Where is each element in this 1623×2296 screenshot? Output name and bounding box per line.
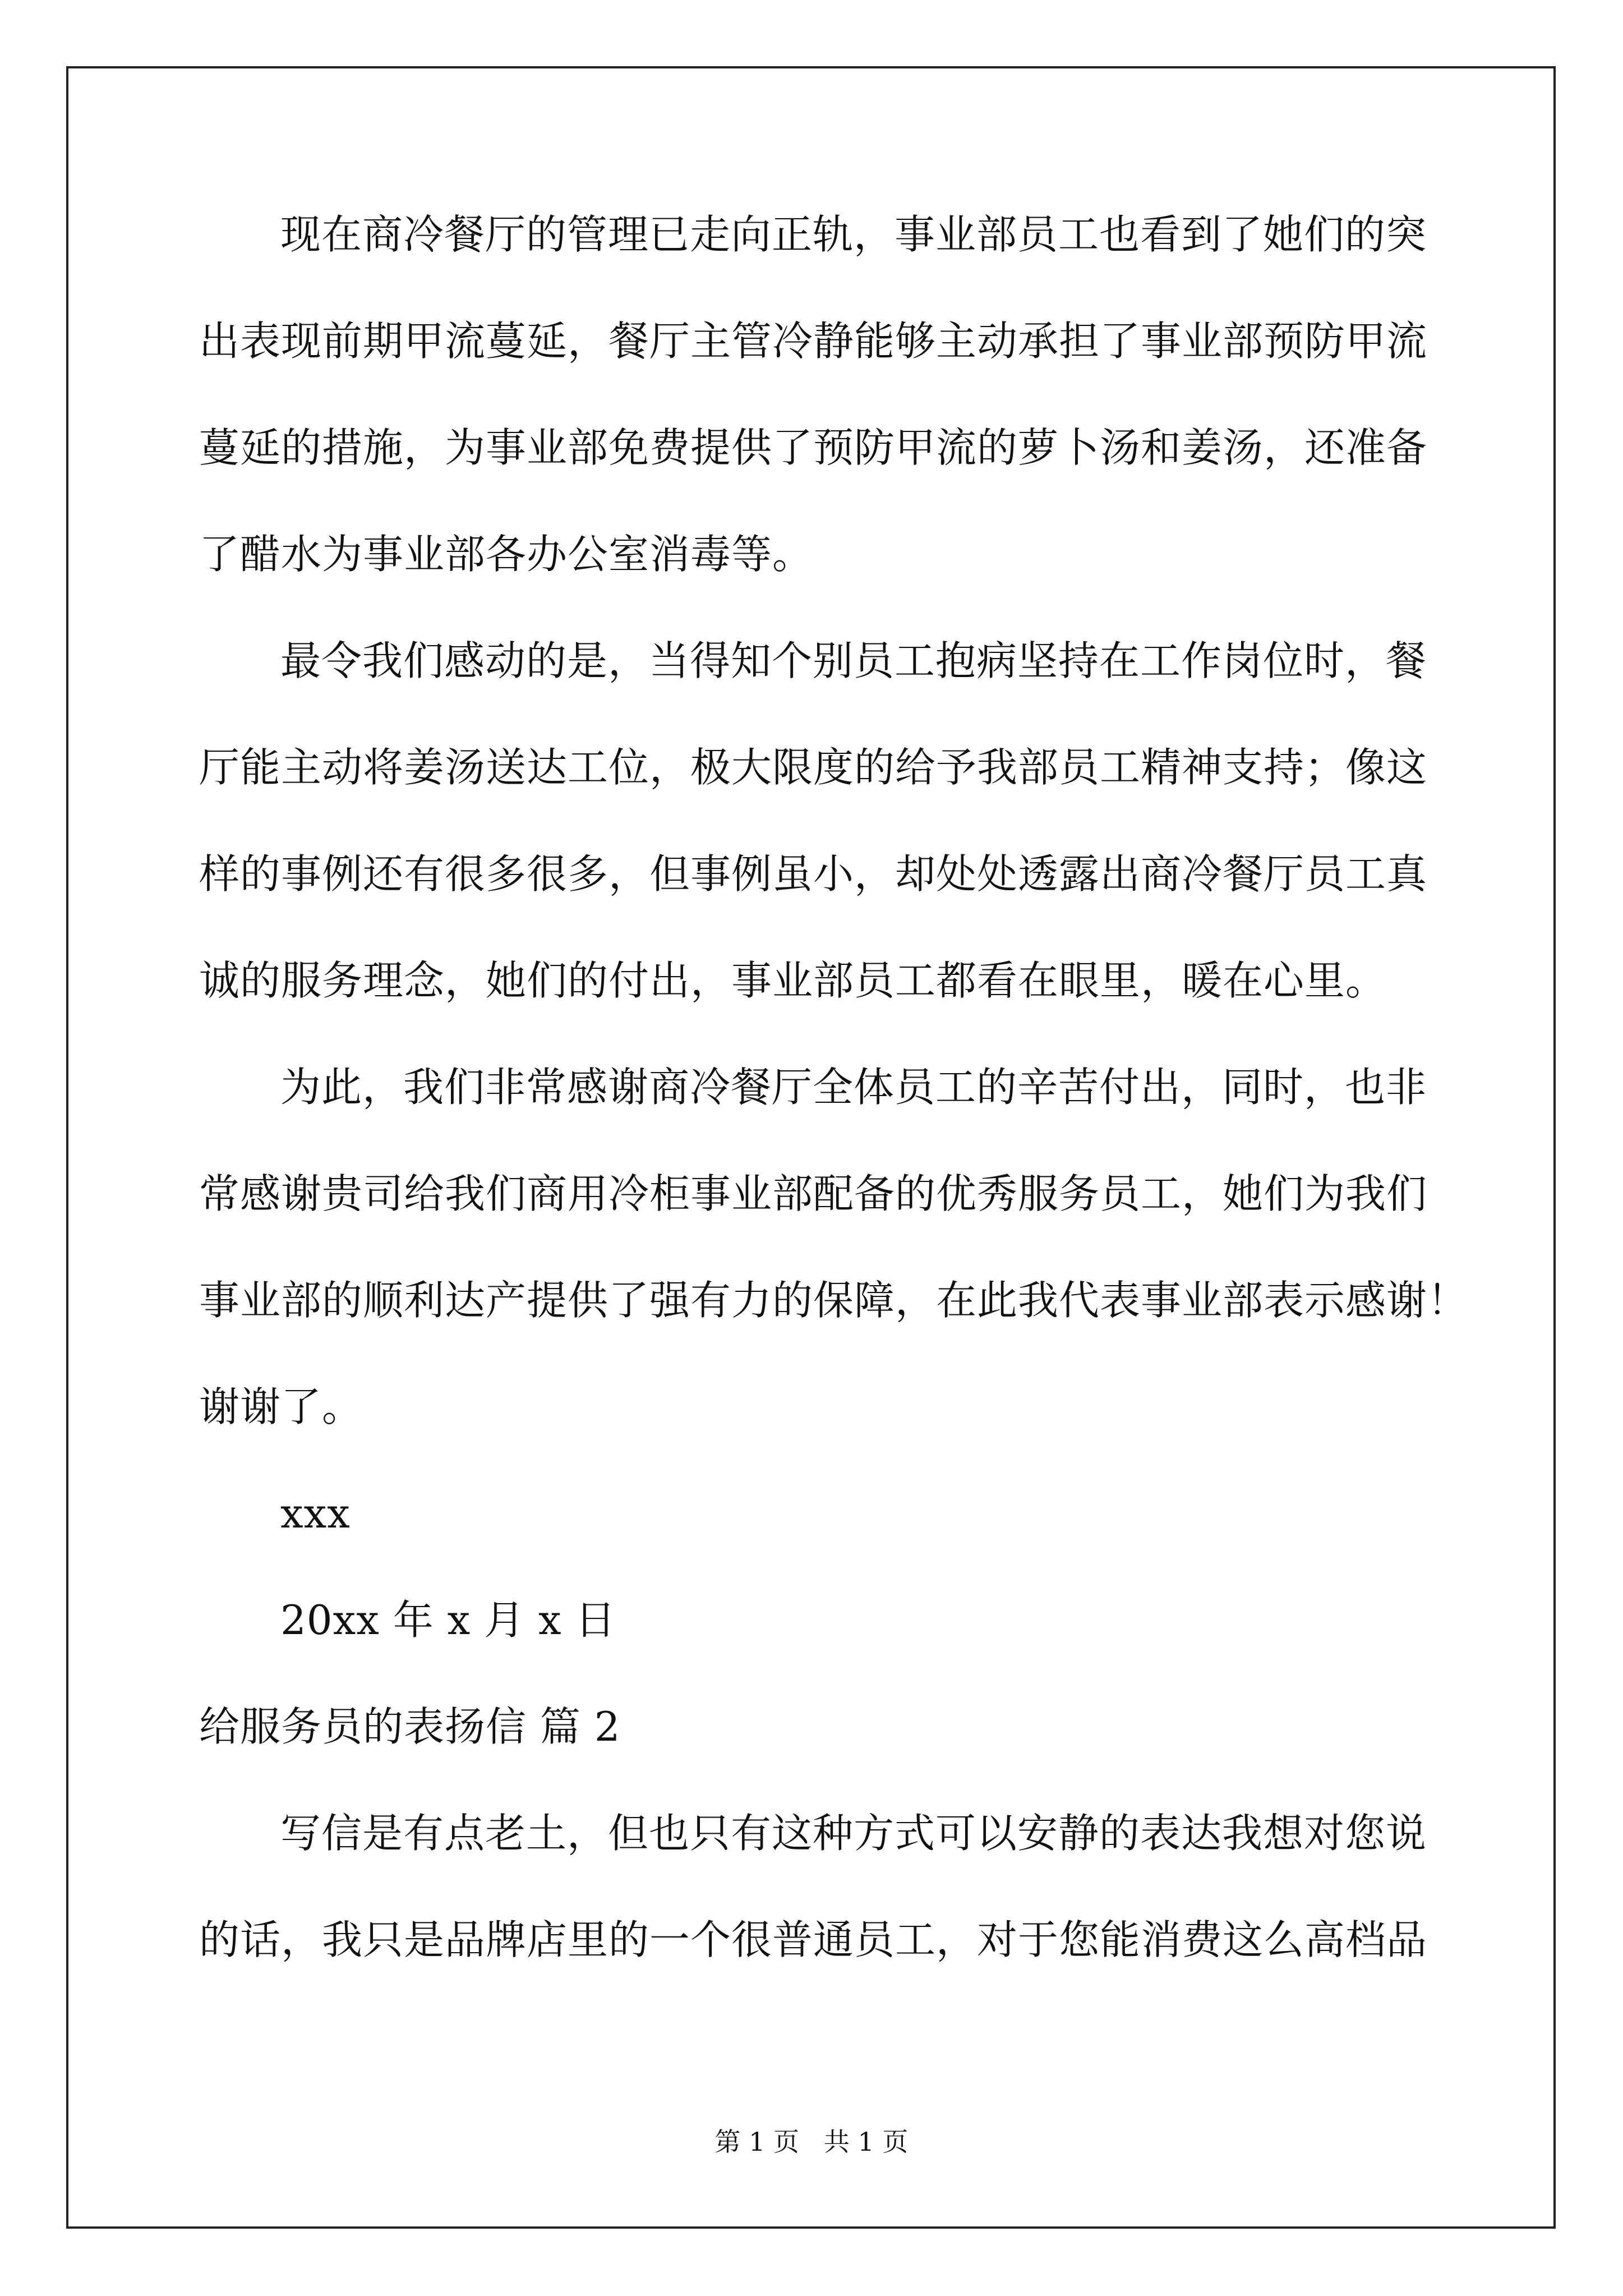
paragraph-3: [199, 1064, 1469, 1493]
text-line: 蔓延的措施，为事业部免费提供了预防甲流的萝卜汤和姜汤，还准备: [199, 424, 1428, 471]
paragraph-4: [199, 1810, 1433, 2026]
section-title: 给服务员的表扬信 篇 2: [199, 1703, 621, 1750]
signature: xxx: [280, 1490, 351, 1537]
page-footer: 第 1 页 共 1 页: [714, 2127, 909, 2157]
text-line: 的话，我只是品牌店里的一个很普通员工，对于您能消费这么高档品: [199, 1916, 1428, 1963]
paragraph-1: [199, 211, 1433, 641]
text-line: 写信是有点老土，但也只有这种方式可以安静的表达我想对您说: [280, 1810, 1427, 1857]
paragraph-2: [199, 637, 1433, 1067]
text-line: 现在商冷餐厅的管理已走向正轨，事业部员工也看到了她们的突: [280, 211, 1427, 258]
document-body: [199, 211, 1469, 2026]
text-line: 最令我们感动的是，当得知个别员工抱病坚持在工作岗位时，餐: [280, 637, 1427, 684]
text-line: 事业部的顺利达产提供了强有力的保障，在此我代表事业部表示感谢！: [199, 1277, 1469, 1324]
text-line: 为此，我们非常感谢商冷餐厅全体员工的辛苦付出，同时，也非: [280, 1064, 1427, 1111]
text-line: 样的事例还有很多很多，但事例虽小，却处处透露出商冷餐厅员工真: [199, 850, 1428, 898]
text-line: 出表现前期甲流蔓延，餐厅主管冷静能够主动承担了事业部预防甲流: [199, 318, 1428, 365]
text-line: 常感谢贵司给我们商用冷柜事业部配备的优秀服务员工，她们为我们: [199, 1170, 1428, 1217]
text-line: 谢谢了。: [199, 1383, 363, 1430]
text-line: 厅能主动将姜汤送达工位，极大限度的给予我部员工精神支持；像这: [199, 744, 1428, 791]
text-line: 了醋水为事业部各办公室消毒等。: [199, 531, 814, 578]
date: 20xx 年 x 月 x 日: [280, 1596, 616, 1644]
text-line: 诚的服务理念，她们的付出，事业部员工都看在眼里，暖在心里。: [199, 957, 1387, 1004]
